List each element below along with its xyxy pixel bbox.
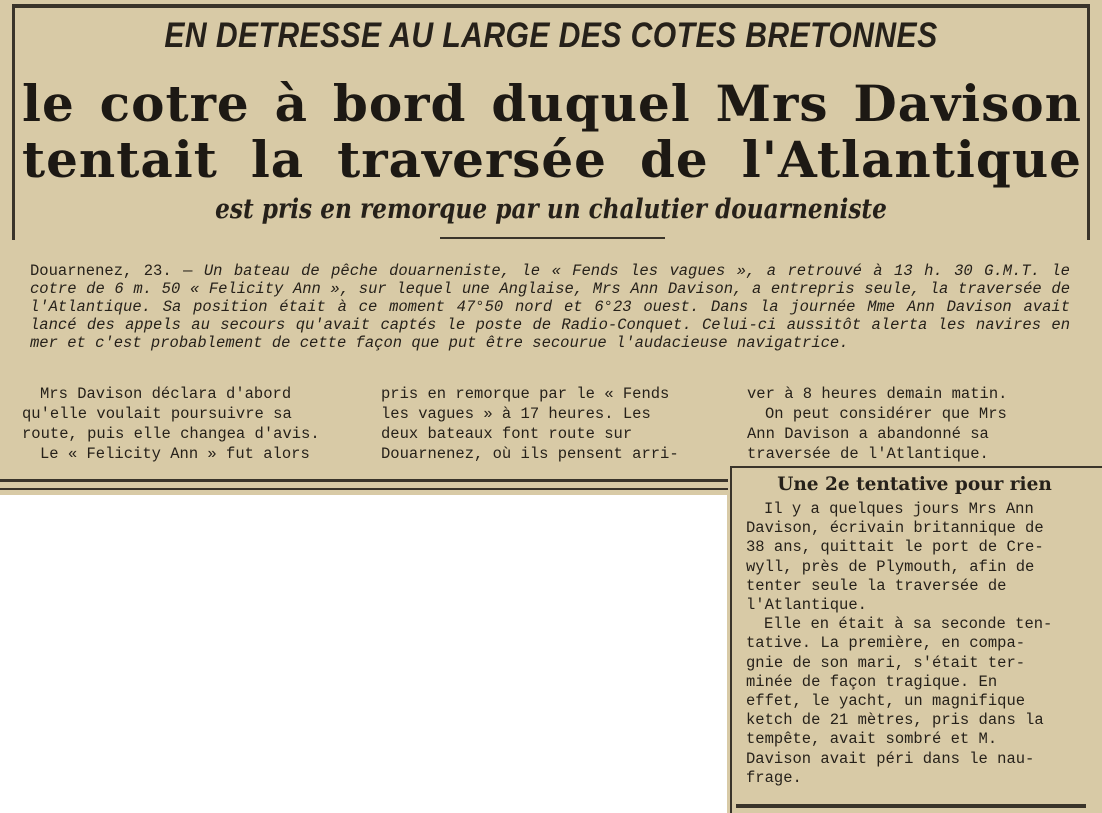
column-line: ver à 8 heures demain matin. (747, 385, 1008, 403)
sidebar-line: Elle en était à sa seconde ten- (764, 615, 1053, 634)
sidebar-line: ketch de 21 mètres, pris dans la (746, 711, 1044, 730)
sidebar-body (746, 500, 1088, 788)
column-line: qu'elle voulait poursuivre sa (22, 405, 292, 423)
sidebar-line: Il y a quelques jours Mrs Ann (764, 500, 1034, 518)
column-3 (747, 384, 1092, 464)
sidebar-title: Une 2e tentative pour rien (777, 474, 1052, 495)
subhead: est pris en remorque par un chalutier douarneniste (215, 194, 887, 225)
sidebar-left-rule (730, 466, 732, 813)
column-line: traversée de l'Atlantique. (747, 445, 989, 463)
right-border (1087, 4, 1090, 240)
column-line: On peut considérer que Mrs (765, 405, 1007, 423)
lead-text: Un bateau de pêche douarneniste, le « Fends les vagues », a retrouvé à 13 h. 30 G.M.T. le cotre de 6 m. 50 « Felicity Ann », sur lequel une Anglaise, Mrs Ann Davison, a entrepris seule, la traversée de l'Atlantique. Sa position était à ce moment 47°50 nord et 6°23 ouest. Dans la journée Mme Ann Davison avait lancé des appels au secours qu'avait captés le poste de Radio-Conquet. Celui-ci aussitôt alerta les navires en mer et c'est probablement de cette façon que put être secourue l'audacieuse navigatrice. (30, 262, 1070, 352)
sidebar-line: Davison, écrivain britannique de (746, 519, 1044, 538)
lead-paragraph (30, 262, 1070, 352)
left-border (12, 4, 15, 240)
sidebar-line: l'Atlantique. (746, 596, 867, 615)
column-line: Ann Davison a abandonné sa (747, 425, 989, 443)
sidebar-line: wyll, près de Plymouth, afin de (746, 557, 1035, 576)
sidebar-line: tative. La première, en compa- (746, 634, 1026, 653)
kicker: EN DETRESSE AU LARGE DES COTES BRETONNES (164, 16, 938, 55)
sidebar-line: minée de façon tragique. En (746, 672, 998, 691)
sidebar-line: frage. (746, 768, 802, 787)
column-1 (22, 384, 367, 464)
column-line: Douarnenez, où ils pensent arri- (381, 445, 679, 463)
sidebar-line: tenter seule la traversée de (746, 576, 1007, 595)
sidebar-line: effet, le yacht, un magnifique (746, 692, 1026, 711)
top-border (12, 4, 1090, 8)
sidebar-line: 38 ans, quittait le port de Cre- (746, 538, 1044, 557)
subhead-divider (440, 237, 665, 239)
column-line: route, puis elle changea d'avis. (22, 425, 320, 443)
bottom-rule (0, 479, 728, 482)
column-line: deux bateaux font route sur (381, 425, 633, 443)
sidebar-line: Davison avait péri dans le nau- (746, 749, 1035, 768)
sidebar-bottom-rule (736, 804, 1086, 808)
bottom-rule-2 (0, 488, 728, 490)
sidebar-top-rule (730, 466, 1102, 468)
column-line: pris en remorque par le « Fends (381, 385, 670, 403)
column-line: Mrs Davison déclara d'abord (40, 385, 292, 403)
headline-line-2: tentait la traversée de l'Atlantique (22, 130, 1082, 189)
sidebar-line: gnie de son mari, s'était ter- (746, 653, 1026, 672)
column-2 (381, 384, 726, 464)
dateline: Douarnenez, 23. — (30, 262, 193, 280)
column-line: les vagues » à 17 heures. Les (381, 405, 651, 423)
sidebar-line: tempête, avait sombré et M. (746, 730, 998, 749)
headline-line-1: le cotre à bord duquel Mrs Davison (22, 74, 1082, 133)
column-line: Le « Felicity Ann » fut alors (40, 445, 310, 463)
